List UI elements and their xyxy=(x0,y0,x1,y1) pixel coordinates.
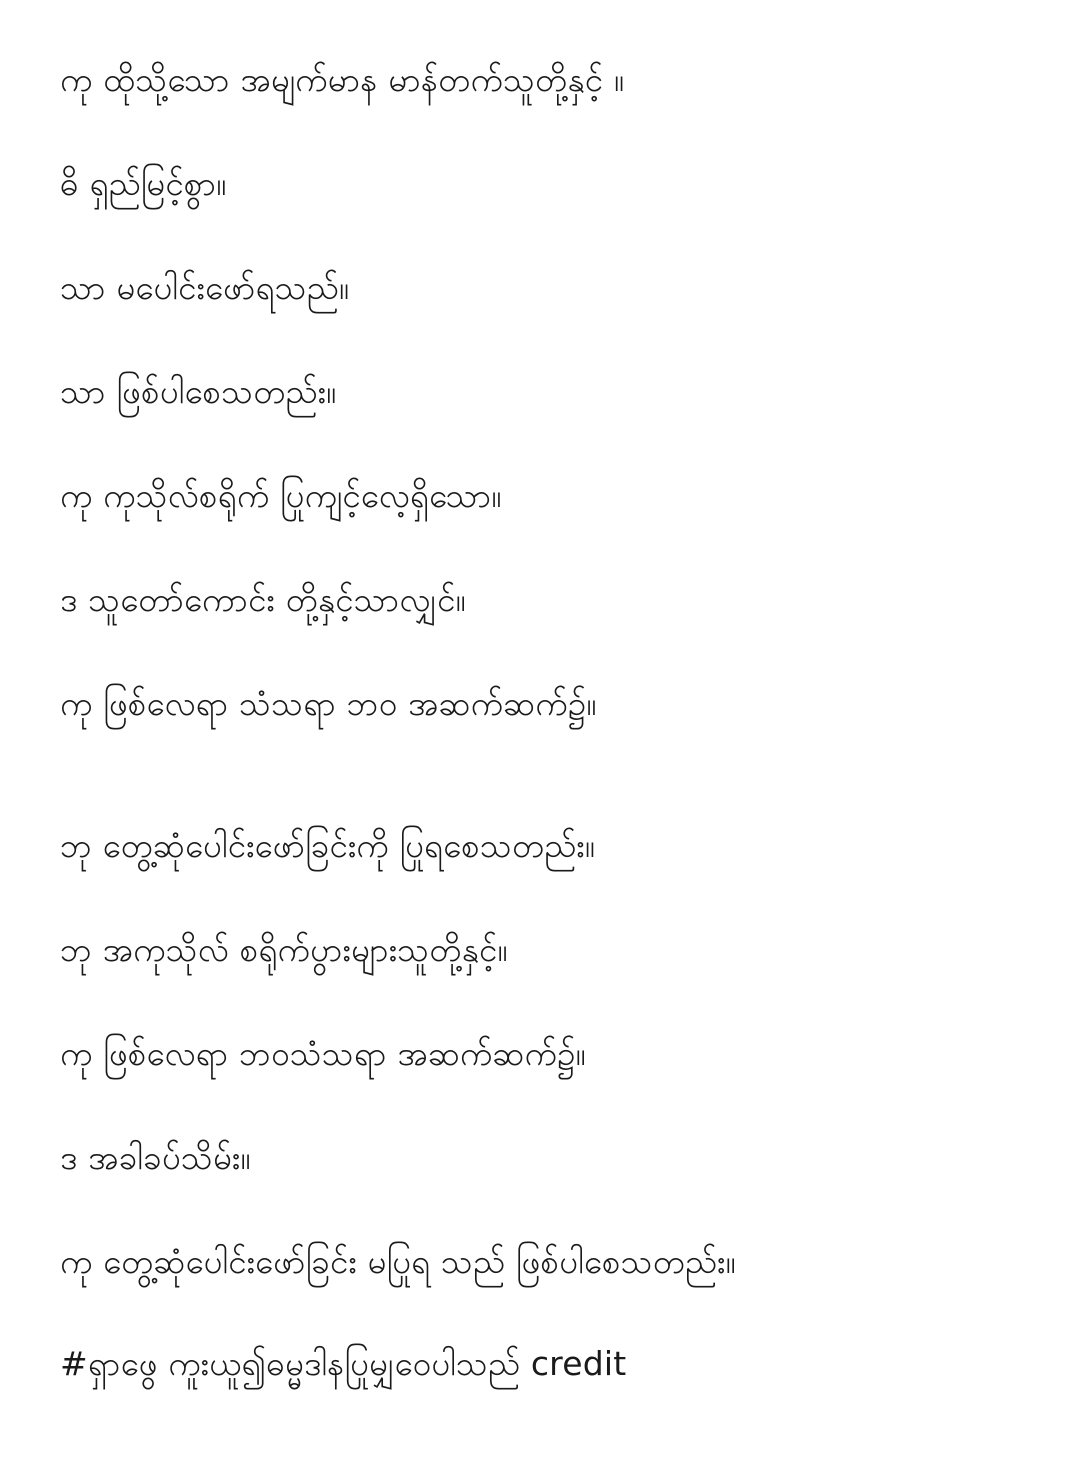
text-line: ကု ထိုသို့သော အမျက်မာန မာန်တက်သူတို့နှင့် ။ xyxy=(60,60,625,99)
text-line: ကု ဖြစ်လေရာ ဘဝသံသရာ အဆက်ဆက်၌။ xyxy=(60,1034,586,1073)
text-line: ဘု အကုသိုလ် စရိုက်ပွားများသူတို့နှင့်။ xyxy=(60,930,508,969)
text-line: သာ ဖြစ်ပါစေသတည်း။ xyxy=(60,372,337,411)
text-line: ဓိ ရှည်မြင့်စွာ။ xyxy=(60,164,227,203)
credit-line: #ရှာဖွေ ကူးယူ၍ဓမ္မဒါနပြုမျှဝေပါသည် credit xyxy=(60,1344,627,1383)
text-line: ဒ အခါခပ်သိမ်း။ xyxy=(60,1138,251,1177)
text-line: သာ မပေါင်းဖော်ရသည်။ xyxy=(60,268,350,307)
text-line: ဒ သူတော်ကောင်း တို့နှင့်သာလျှင်။ xyxy=(60,580,466,619)
text-line: ကု ကုသိုလ်စရိုက် ပြုကျင့်လေ့ရှိသော။ xyxy=(60,476,502,515)
text-line: ဘု တွေ့ဆုံပေါင်းဖော်ခြင်းကို ပြုရစေသတည်း။ xyxy=(60,826,595,865)
text-line: ကု တွေ့ဆုံပေါင်းဖော်ခြင်း မပြုရ သည် ဖြစ်ပါစေသတည်း။ xyxy=(60,1242,736,1281)
text-line: ကု ဖြစ်လေရာ သံသရာ ဘဝ အဆက်ဆက်၌။ xyxy=(60,684,597,723)
